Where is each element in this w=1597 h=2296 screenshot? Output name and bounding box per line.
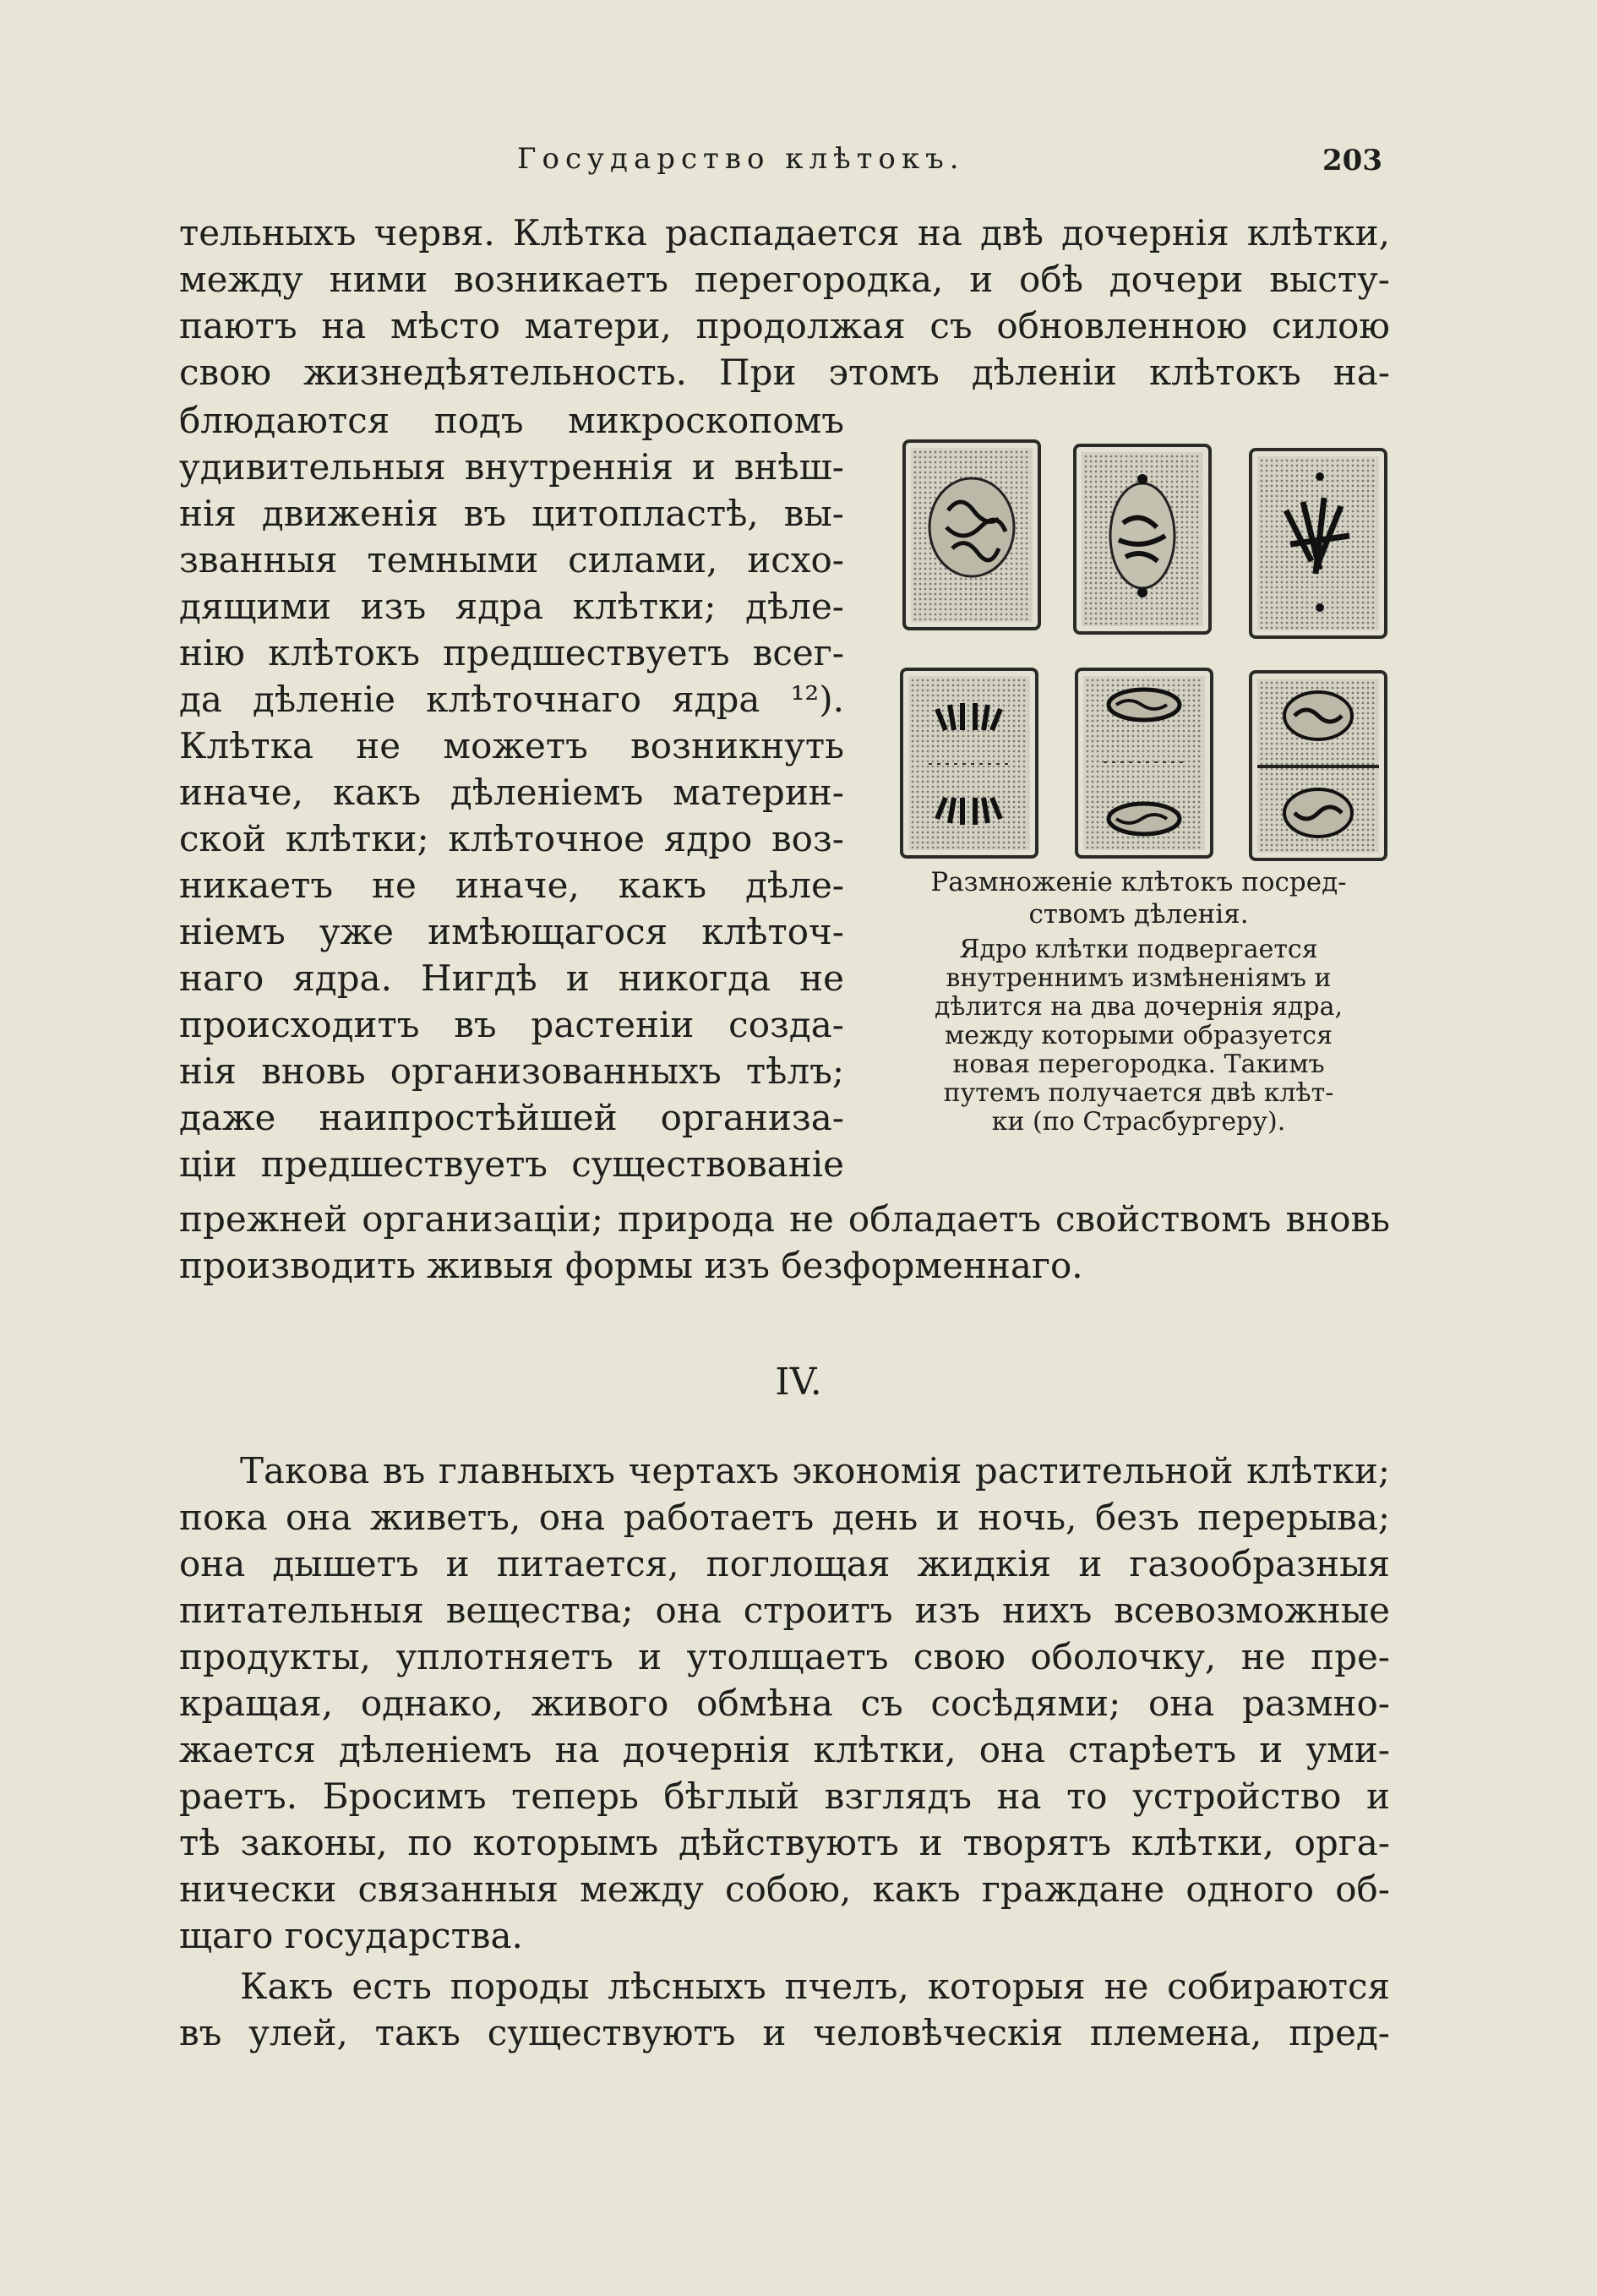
nucleus-icon [906, 443, 1038, 627]
cell-drawing-5 [1075, 668, 1213, 859]
running-title: Государство клѣтокъ. [517, 142, 965, 176]
text-line: даже наипростѣйшей организа- [179, 1097, 844, 1138]
text-line: нически связанныя между собою, какъ граждане одного об- [179, 1868, 1390, 1910]
text-line: жается дѣленіемъ на дочернія клѣтки, она старѣетъ и уми- [179, 1729, 1390, 1770]
anaphase-icon [903, 671, 1035, 855]
caption-title-line: Размноженіе клѣтокъ посред- [930, 867, 1347, 897]
text-line: она дышетъ и питается, поглощая жидкія и газообразныя [179, 1543, 1390, 1584]
paragraph-top [179, 210, 1390, 395]
caption-line: ки (по Страсбургеру). [991, 1107, 1286, 1137]
text-line: питательныя вещества; она строитъ изъ нихъ всевозможные [179, 1590, 1390, 1631]
section-paragraph-2 [179, 1963, 1390, 2056]
text-line: производить живыя формы изъ безформеннаго. [179, 1245, 1083, 1286]
text-line: нію клѣтокъ предшествуетъ всег- [179, 632, 844, 674]
text-line: паютъ на мѣсто матери, продолжая съ обновленною силою [179, 305, 1390, 346]
text-line: щаго государства. [179, 1915, 523, 1956]
page-number: 203 [1322, 144, 1382, 177]
caption-title-line: ствомъ дѣленія. [1028, 899, 1249, 930]
paragraph-after-figure [179, 1196, 1390, 1289]
text-line: дящими изъ ядра клѣтки; дѣле- [179, 586, 844, 627]
daughter-cells-icon [1252, 674, 1384, 858]
text-line: ніемъ уже имѣющагося клѣточ- [179, 911, 844, 952]
chromosomes-icon [1252, 451, 1384, 635]
spindle-icon [1076, 447, 1208, 631]
text-line: Клѣтка не можетъ возникнуть [179, 725, 844, 766]
section-paragraph-1 [179, 1448, 1390, 1959]
text-line: Такова въ главныхъ чертахъ экономія растительной клѣтки; [240, 1450, 1390, 1492]
text-line: нія вновь организованныхъ тѣлъ; [179, 1050, 844, 1092]
text-line: Какъ есть породы лѣсныхъ пчелъ, которыя не собираются [240, 1966, 1390, 2007]
paragraph-wrap [179, 397, 844, 1187]
text-line: ціи предшествуетъ существованіе [179, 1143, 844, 1185]
text-line: продукты, уплотняетъ и утолщаетъ свою оболочку, не пре- [179, 1636, 1390, 1677]
text-line: тельныхъ червя. Клѣтка распадается на двѣ дочернія клѣтки, [179, 212, 1390, 254]
cell-drawing-2 [1073, 444, 1212, 635]
caption-line: новая перегородка. Такимъ [952, 1050, 1325, 1079]
text-line: да дѣленіе клѣточнаго ядра ¹²). [179, 679, 844, 720]
caption-line: внутреннимъ измѣненіямъ и [946, 963, 1332, 993]
caption-line: путемъ получается двѣ клѣт- [943, 1078, 1334, 1108]
text-line: происходитъ въ растеніи созда- [179, 1004, 844, 1045]
text-line: тѣ законы, по которымъ дѣйствуютъ и творятъ клѣтки, орга- [179, 1822, 1390, 1863]
figure-caption [887, 866, 1390, 1137]
text-line: въ улей, такъ существуютъ и человѣческія племена, пред- [179, 2012, 1390, 2053]
text-line: званныя темными силами, исхо- [179, 539, 844, 581]
text-line: удивительныя внутреннія и внѣш- [179, 446, 844, 488]
text-line: кращая, однако, живого обмѣна съ сосѣдями; она размно- [179, 1682, 1390, 1724]
text-line: пока она живетъ, она работаетъ день и ночь, безъ перерыва; [179, 1497, 1390, 1538]
text-line: блюдаются подъ микроскопомъ [179, 400, 844, 441]
caption-line: Ядро клѣтки подвергается [959, 935, 1318, 964]
cell-drawing-1 [902, 439, 1041, 630]
text-line: нія движенія въ цитопластѣ, вы- [179, 493, 844, 534]
cell-drawing-6 [1249, 670, 1387, 861]
telophase-icon [1078, 671, 1210, 855]
text-line: между ними возникаетъ перегородка, и обѣ дочери высту- [179, 259, 1390, 300]
caption-line: дѣлится на два дочернія ядра, [934, 992, 1344, 1022]
caption-explanation [887, 935, 1390, 1137]
text-line: никаетъ не иначе, какъ дѣле- [179, 864, 844, 906]
cell-drawing-3 [1249, 448, 1387, 639]
text-line: прежней организаціи; природа не обладаетъ свойствомъ вновь [179, 1198, 1390, 1240]
section-heading: IV. [775, 1361, 822, 1404]
text-line: наго ядра. Нигдѣ и никогда не [179, 957, 844, 999]
text-line: раетъ. Бросимъ теперь бѣглый взглядъ на то устройство и [179, 1775, 1390, 1817]
text-line: ской клѣтки; клѣточное ядро воз- [179, 818, 844, 859]
caption-line: между которыми образуется [944, 1021, 1333, 1050]
text-line: иначе, какъ дѣленіемъ материн- [179, 772, 844, 813]
text-line: свою жизнедѣятельность. При этомъ дѣленіи клѣтокъ на- [179, 352, 1390, 393]
cell-drawing-4 [900, 668, 1038, 859]
